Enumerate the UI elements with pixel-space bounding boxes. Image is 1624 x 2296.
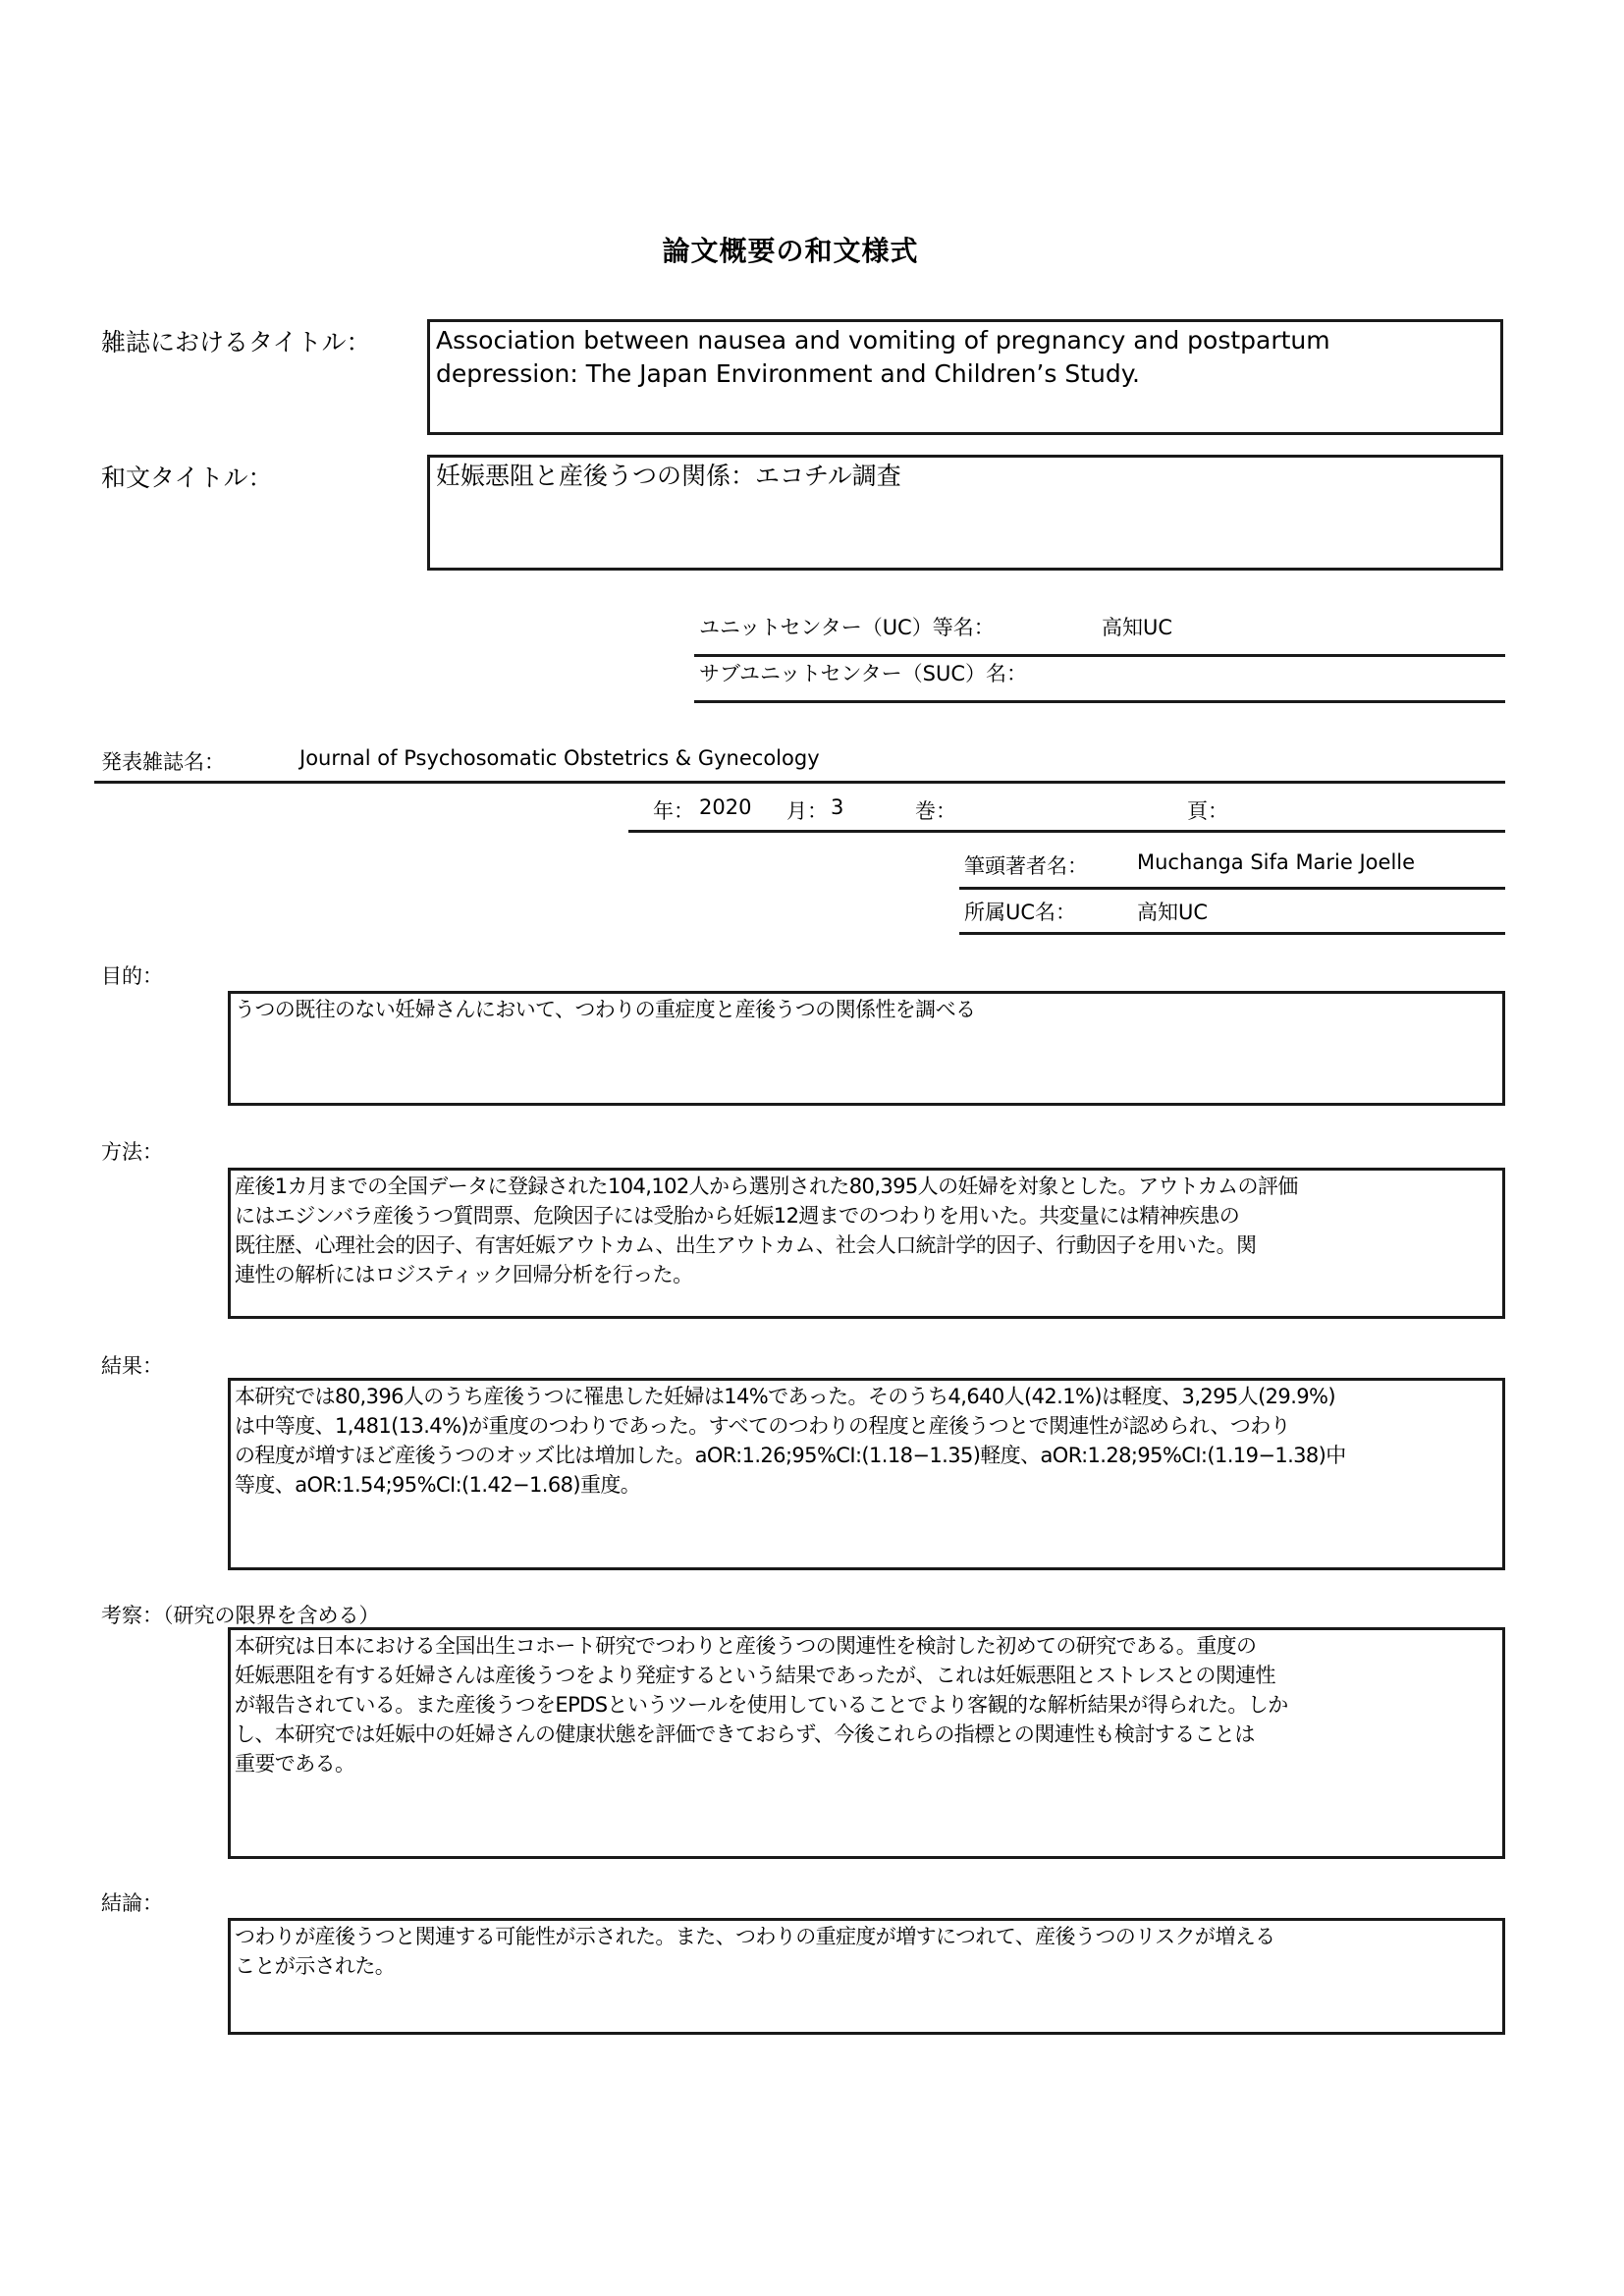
discussion-text: 本研究は日本における全国出生コホート研究でつわりと産後うつの関連性を検討した初めての研究である。重度の 妊娠悪阻を有する妊婦さんは産後うつをより発症するという結果であったが、これは妊娠悪阻とストレスとの関連性 が報告されている。また産後うつをEPDSというツールを使用していることでより客観的な解析結果が得られた。しか し、本研究では妊娠中の妊婦さんの健康状態を評価できておらず、今後これらの指標との関連性も検討することは 重要である。: [235, 1634, 1288, 1776]
month-value: 3: [831, 795, 844, 819]
affiliation-underline: [959, 932, 1505, 935]
first-author-label: 筆頭著者名：: [964, 854, 1088, 878]
page-label: 頁：: [1187, 799, 1228, 823]
unit-center-label: ユニットセンター（UC）等名：: [699, 616, 995, 639]
affiliation-value: 高知UC: [1137, 901, 1209, 924]
results-label: 結果：: [101, 1354, 163, 1378]
methods-field[interactable]: [228, 1168, 1505, 1319]
sub-unit-center-underline: [694, 700, 1505, 703]
volume-label: 巻：: [915, 799, 956, 823]
publication-value: Journal of Psychosomatic Obstetrics & Gynecology: [299, 746, 820, 770]
unit-center-value: 高知UC: [1102, 616, 1173, 639]
purpose-text: うつの既往のない妊婦さんにおいて、つわりの重症度と産後うつの関係性を調べる: [235, 998, 976, 1021]
year-label: 年：: [653, 799, 694, 823]
issue-underline: [628, 830, 1505, 833]
year-value: 2020: [699, 795, 752, 819]
japanese-title-field[interactable]: [427, 455, 1503, 571]
purpose-field[interactable]: [228, 991, 1505, 1106]
discussion-label: 考察：（研究の限界を含める）: [101, 1604, 380, 1627]
conclusion-text: つわりが産後うつと関連する可能性が示された。また、つわりの重症度が増すにつれて、産後うつのリスクが増える ことが示された。: [235, 1925, 1275, 1978]
unit-center-underline: [694, 654, 1505, 657]
affiliation-label: 所属UC名：: [964, 901, 1077, 924]
first-author-underline: [959, 887, 1505, 890]
first-author-value: Muchanga Sifa Marie Joelle: [1137, 850, 1416, 874]
journal-title-field[interactable]: [427, 319, 1503, 435]
sub-unit-center-label: サブユニットセンター（SUC）名：: [699, 662, 1028, 685]
form-title: 論文概要の和文様式: [662, 235, 919, 267]
journal-title-value: Association between nausea and vomiting of pregnancy and postpartum depression: The Japan Environment and Children’s Study.: [436, 326, 1330, 388]
japanese-title-label: 和文タイトル：: [101, 464, 273, 492]
japanese-title-value: 妊娠悪阻と産後うつの関係：エコチル調査: [436, 462, 901, 490]
methods-label: 方法：: [101, 1140, 163, 1164]
journal-title-label: 雑誌におけるタイトル：: [101, 328, 371, 356]
month-label: 月：: [786, 799, 828, 823]
discussion-field[interactable]: [228, 1627, 1505, 1859]
publication-label: 発表雑誌名：: [101, 750, 225, 774]
methods-text: 産後1カ月までの全国データに登録された104,102人から選別された80,395人の妊婦を対象とした。アウトカムの評価 にはエジンバラ産後うつ質問票、危険因子には受胎から妊娠12週までのつわりを用いた。共変量には精神疾患の 既往歴、心理社会的因子、有害妊娠アウトカム、出生アウトカム、社会人口統計学的因子、行動因子を用いた。関 連性の解析にはロジスティック回帰分析を行った。: [235, 1175, 1298, 1286]
publication-underline: [94, 781, 1505, 784]
conclusion-label: 結論：: [101, 1891, 163, 1915]
conclusion-field[interactable]: [228, 1918, 1505, 2035]
results-field[interactable]: [228, 1378, 1505, 1570]
purpose-label: 目的：: [101, 964, 163, 988]
results-text: 本研究では80,396人のうち産後うつに罹患した妊婦は14%であった。そのうち4,640人(42.1%)は軽度、3,295人(29.9%) は中等度、1,481(13.4%)が重度のつわりであった。すべてのつわりの程度と産後うつとで関連性が認められ、つわり の程度が増すほど産後うつのオッズ比は増加した。aOR:1.26;95%CI:(1.18−1.35)軽度、aOR:1.28;95%CI:(1.19−1.38)中 等度、aOR:1.54;95%CI:(1.42−1.68)重度。: [235, 1385, 1346, 1497]
